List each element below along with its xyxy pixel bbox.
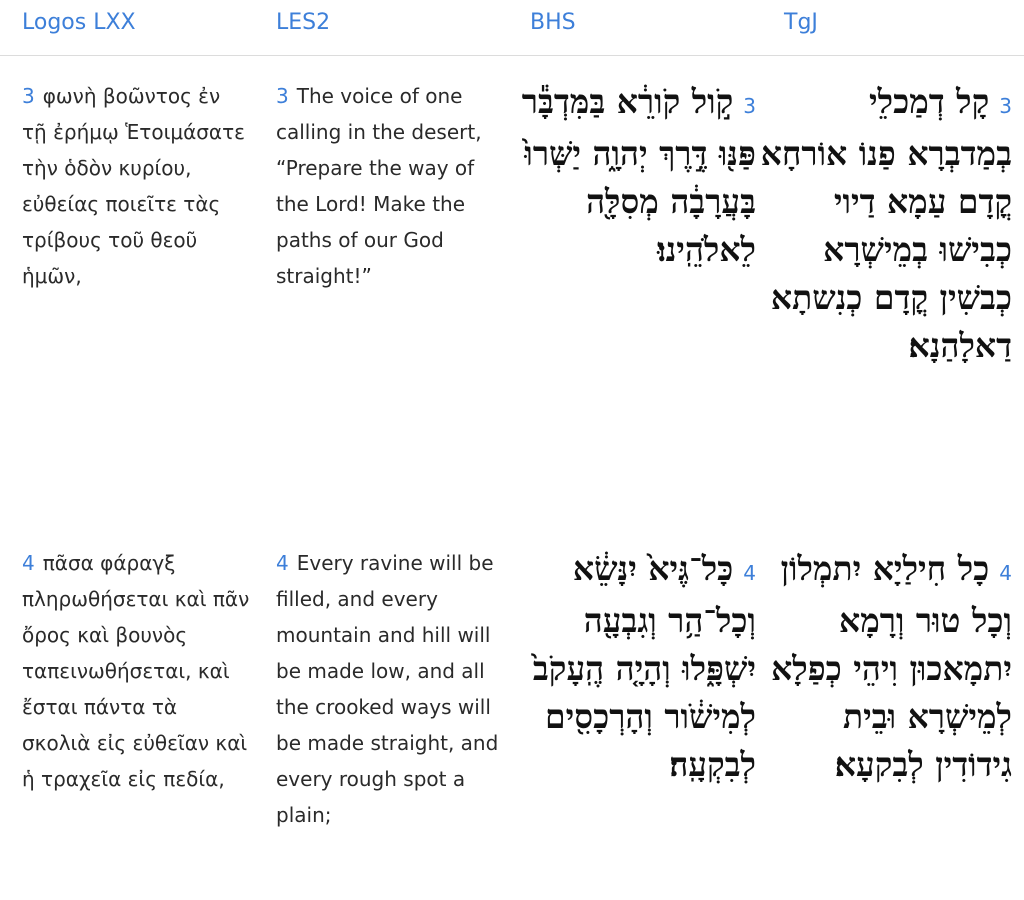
bhs-text: כָּל־גֶּיא֙ יִנָּשֵׂ֔א וְכָל־הַ֥ר וְגִבְעָ֖ה יִשְׁפָּ֑לוּ וְהָיָ֤ה הֶֽעָקֹב֙ לְמִישֹׁ֔ור וְהָרְכָסִ֖ים לְבִקְעָֽה׃ bbox=[532, 549, 756, 784]
verse-number[interactable]: 3 bbox=[743, 94, 756, 118]
les2-text: Every ravine will be filled, and every mountain and hill will be made low, and all the crooked ways will be made straight, and every rough spot a plain; bbox=[276, 551, 499, 827]
lxx-text: πᾶσα φάραγξ πληρωθήσεται καὶ πᾶν ὄρος καὶ βουνὸς ταπεινωθήσεται, καὶ ἔσται πάντα τὰ σκολιὰ εἰς εὐθεῖαν καὶ ἡ τραχεῖα εἰς πεδία, bbox=[22, 551, 250, 791]
verse-number[interactable]: 3 bbox=[276, 84, 289, 108]
verse-number[interactable]: 3 bbox=[999, 94, 1012, 118]
tgj-text: כָל חִילַיָא יִתמְלוֹן וְכָל טוּר וְרָמָא יִתמָאכוּן וִיהֵי כְפַלָא לְמֵישְׁרָא וּבֵית גִידוֹדִין לְבִקעָא׃ bbox=[771, 549, 1012, 784]
bhs-cell bbox=[506, 78, 756, 274]
tgj-text: קָל דְמַכלֵי בְמַדבְרָא פַנוֹ אוֹרחָא קֳדָם עַמָא דַיוי כְבִישׁוּ בְמֵישְׁרָא כְבשִׁין קֳדָם כְנִשתָא דַאלָהַנָא׃ bbox=[760, 82, 1012, 365]
verse-number[interactable]: 4 bbox=[743, 561, 756, 585]
tgj-cell bbox=[760, 78, 1012, 370]
lxx-cell bbox=[22, 545, 250, 797]
les2-cell bbox=[276, 545, 506, 833]
lxx-text: φωνὴ βοῶντος ἐν τῇ ἐρήμῳ Ἑτοιμάσατε τὴν ὁδὸν κυρίου, εὐθείας ποιεῖτε τὰς τρίβους τοῦ θεοῦ ἡμῶν, bbox=[22, 84, 245, 288]
les2-cell bbox=[276, 78, 506, 294]
column-header-tgj[interactable]: TgJ bbox=[784, 10, 818, 35]
les2-text: The voice of one calling in the desert, “Prepare the way of the Lord! Make the paths of our God straight!” bbox=[276, 84, 482, 288]
lxx-cell bbox=[22, 78, 250, 294]
verse-row-4 bbox=[0, 545, 1024, 895]
verse-number[interactable]: 3 bbox=[22, 84, 35, 108]
bhs-text: קֹ֣ול קֹורֵ֔א בַּמִּדְבָּ֕ר פַּנּ֖וּ דֶּ֣רֶךְ יְהוָ֑ה יַשְּׁרוּ֙ בָּעֲרָבָ֔ה מְסִלָּ֖ה לֵאלֹהֵֽינוּ׃ bbox=[521, 82, 756, 269]
column-header-bhs[interactable]: BHS bbox=[530, 10, 576, 35]
verse-number[interactable]: 4 bbox=[999, 561, 1012, 585]
verse-number[interactable]: 4 bbox=[22, 551, 35, 575]
column-header-logos-lxx[interactable]: Logos LXX bbox=[22, 10, 136, 35]
column-header-bar bbox=[0, 0, 1024, 56]
bhs-cell bbox=[506, 545, 756, 789]
tgj-cell bbox=[760, 545, 1012, 789]
verse-number[interactable]: 4 bbox=[276, 551, 289, 575]
column-header-les2[interactable]: LES2 bbox=[276, 10, 331, 35]
verse-row-3 bbox=[0, 78, 1024, 518]
